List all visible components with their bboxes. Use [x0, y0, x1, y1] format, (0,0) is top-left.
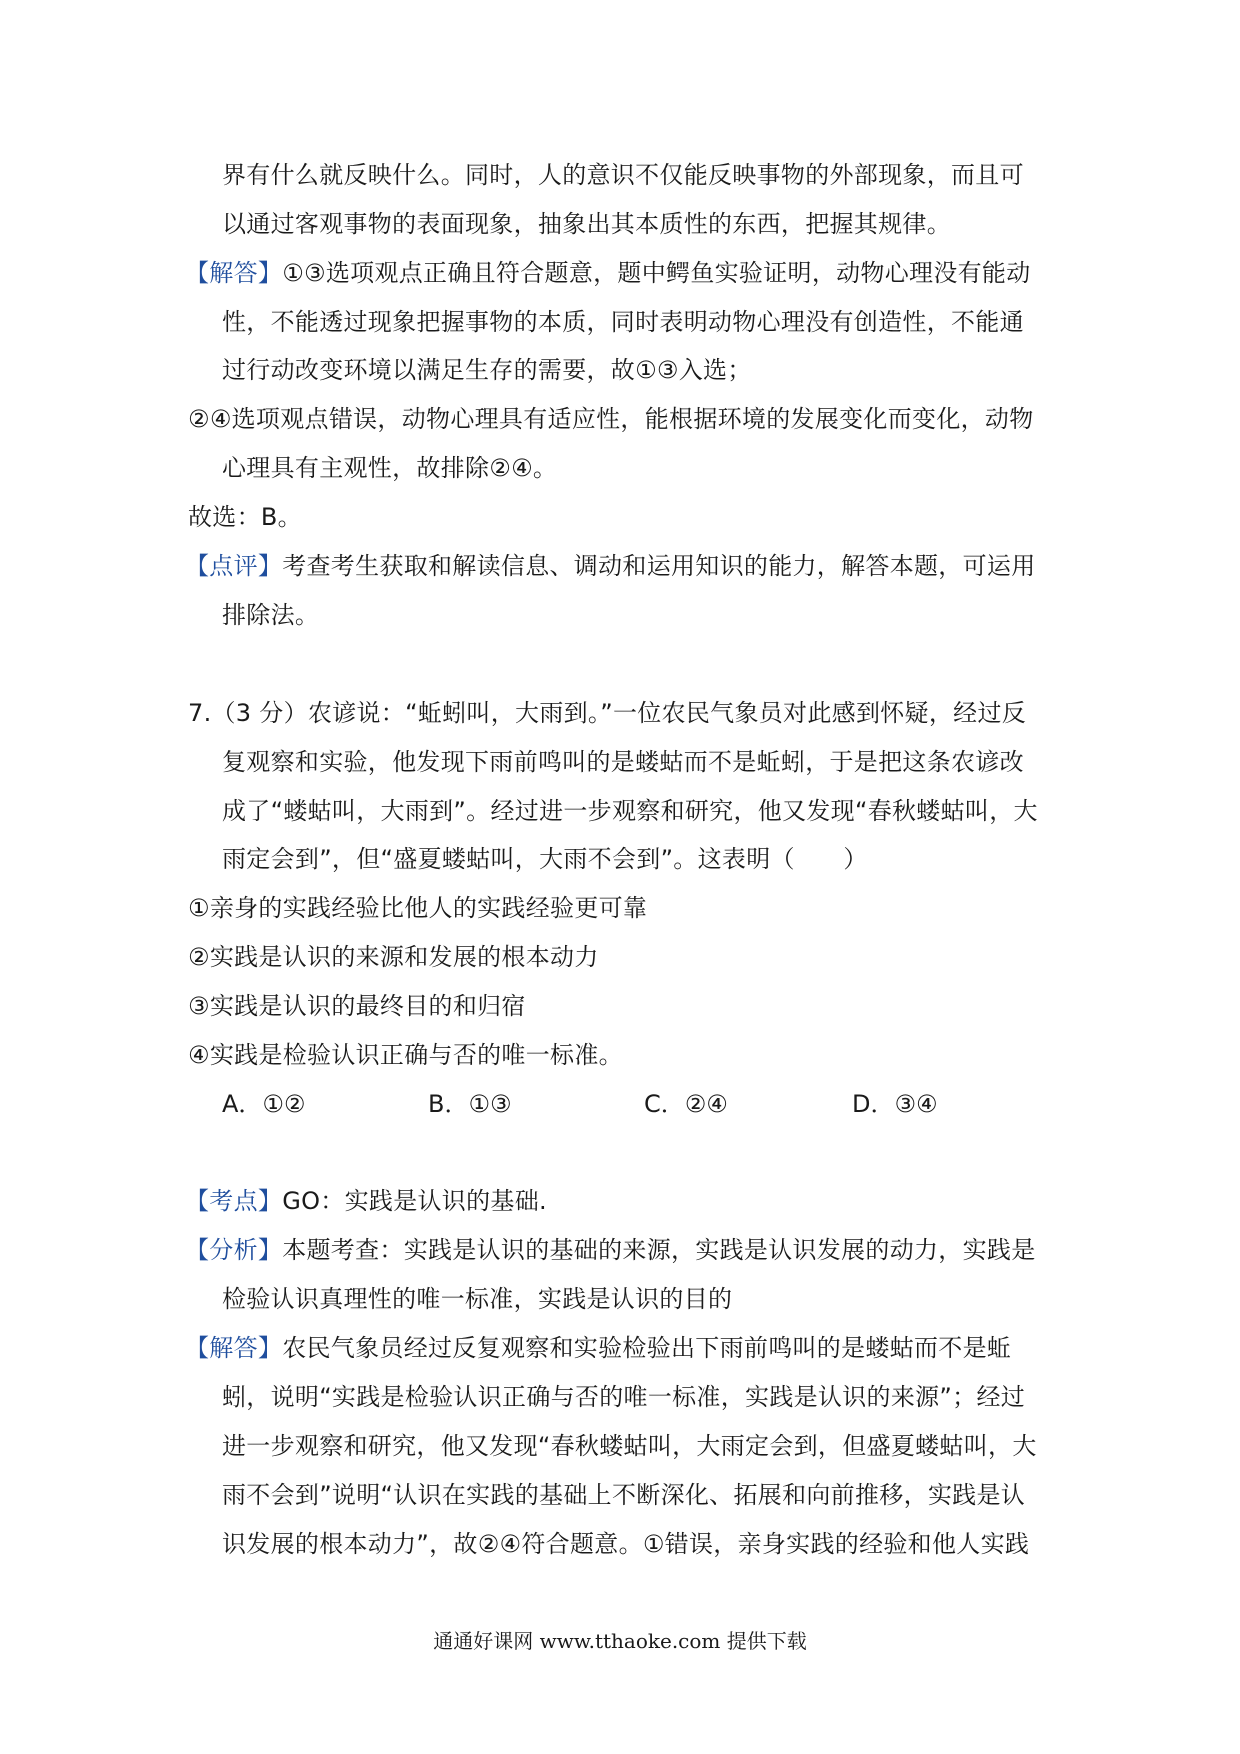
jieda-tag: 【解答】 [185, 1334, 283, 1362]
statement-2: ②实践是认识的来源和发展的根本动力 [188, 943, 599, 971]
comment-line-1 [185, 549, 1036, 583]
jieda-line-1 [185, 1331, 1011, 1365]
question7-stem-line-3: 成了“蝼蛄叫，大雨到”。经过进一步观察和研究，他又发现“春秋蝼蛄叫，大 [222, 797, 1038, 825]
solution-line-4: ②④选项观点错误，动物心理具有适应性，能根据环境的发展变化而变化，动物 [188, 405, 1034, 433]
statement-1: ①亲身的实践经验比他人的实践经验更可靠 [188, 894, 648, 922]
analysis-line-2: 以通过客观事物的表面现象，抽象出其本质性的东西，把握其规律。 [222, 210, 951, 238]
question7-stem-line-2: 复观察和实验，他发现下雨前鸣叫的是蝼蛄而不是蚯蚓，于是把这条农谚改 [222, 748, 1024, 776]
page-footer: 通通好课网 www.tthaoke.com 提供下载 [433, 1629, 807, 1653]
statement-3: ③实践是认识的最终目的和归宿 [188, 992, 526, 1020]
jieda-line-3: 进一步观察和研究，他又发现“春秋蝼蛄叫，大雨定会到，但盛夏蝼蛄叫，大 [222, 1432, 1037, 1460]
fenxi-line-2: 检验认识真理性的唯一标准，实践是认识的目的 [222, 1285, 733, 1313]
comment-tag: 【点评】 [185, 552, 283, 580]
fenxi-tag: 【分析】 [185, 1236, 283, 1264]
jieda-line-5: 识发展的根本动力”，故②④符合题意。①错误，亲身实践的经验和他人实践 [222, 1530, 1030, 1558]
option-b: B．①③ [428, 1090, 512, 1118]
solution-line-1 [185, 256, 1031, 290]
option-c: C．②④ [644, 1090, 728, 1118]
kaodian-text: GO：实践是认识的基础. [282, 1187, 547, 1215]
solution-line-5: 心理具有主观性，故排除②④。 [222, 454, 558, 482]
jieda-text-1: 农民气象员经过反复观察和实验检验出下雨前鸣叫的是蝼蛄而不是蚯 [282, 1334, 1012, 1362]
answer-line: 故选：B。 [188, 503, 302, 531]
solution-line-2: 性，不能透过现象把握事物的本质，同时表明动物心理没有创造性，不能通 [222, 308, 1024, 336]
statement-4: ④实践是检验认识正确与否的唯一标准。 [188, 1041, 623, 1069]
analysis-line-1: 界有什么就反映什么。同时，人的意识不仅能反映事物的外部现象，而且可 [222, 161, 1024, 189]
fenxi-line-1 [185, 1233, 1036, 1267]
solution-line-3: 过行动改变环境以满足生存的需要，故①③入选； [222, 356, 752, 384]
solution-text-1: ①③选项观点正确且符合题意，题中鳄鱼实验证明，动物心理没有能动 [282, 259, 1031, 287]
question7-stem-line-1: 7.（3 分）农谚说：“蚯蚓叫，大雨到。”一位农民气象员对此感到怀疑，经过反 [188, 699, 1027, 727]
solution-tag: 【解答】 [185, 259, 283, 287]
option-d: D．③④ [852, 1090, 938, 1118]
jieda-line-4: 雨不会到”说明“认识在实践的基础上不断深化、拓展和向前推移，实践是认 [222, 1481, 1026, 1509]
option-a: A．①② [222, 1090, 306, 1118]
comment-line-2: 排除法。 [222, 601, 320, 629]
jieda-line-2: 蚓，说明“实践是检验认识正确与否的唯一标准，实践是认识的来源”；经过 [222, 1383, 1026, 1411]
kaodian-line [185, 1184, 547, 1218]
question7-stem-line-4: 雨定会到”，但“盛夏蝼蛄叫，大雨不会到”。这表明（ ） [222, 845, 868, 873]
kaodian-tag: 【考点】 [185, 1187, 283, 1215]
comment-text-1: 考查考生获取和解读信息、调动和运用知识的能力，解答本题，可运用 [282, 552, 1036, 580]
fenxi-text-1: 本题考查：实践是认识的基础的来源，实践是认识发展的动力，实践是 [282, 1236, 1036, 1264]
